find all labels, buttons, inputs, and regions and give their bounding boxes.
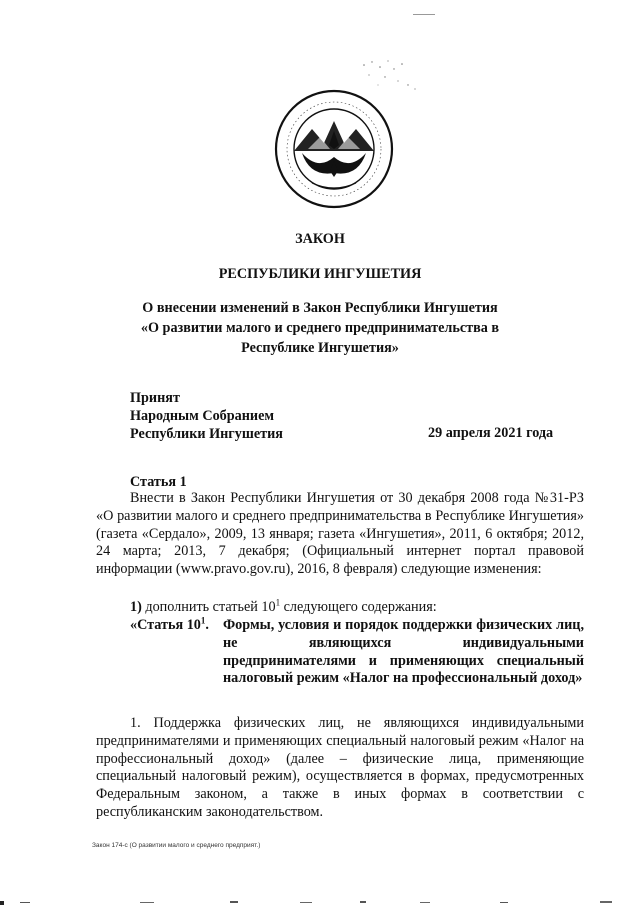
article-heading: Статья 1: [130, 474, 187, 490]
adopted-line: Республики Ингушетия: [130, 426, 283, 442]
article10-paragraph-1: 1. Поддержка физических лиц, не являющихся индивидуальными предпринимателями и применяющих специальный налоговый режим «Налог на профессиональный доход» (далее – физические лица, применяющие специальный налоговый режим), осуществляется в формах, предусмотренных Федеральным законом, а также в иных формах в соответствии с республиканским законодательством.: [96, 715, 584, 820]
scan-bottom-edge: [0, 896, 640, 905]
law-title-line: О внесении изменений в Закон Республики Ингушетия: [142, 300, 498, 316]
footer-file-note: Закон 174-с (О развитии малого и среднего предприят.): [92, 842, 261, 849]
adopted-line: Принят: [130, 390, 180, 406]
article-intro-paragraph: Внести в Закон Республики Ингушетия от 30 декабря 2008 года №31-РЗ «О развитии малого и среднего предпринимательства в Республике Ингушетия» (газета «Сердало», 2009, 13 января; газета «Ингушетия», 2011, 6 октября; 2012, 24 марта; 2013, 7 декабря; (Официальный интернет портал правовой информации (www.pravo.gov.ru), 2016, 8 февраля) следующие изменения:: [96, 490, 584, 578]
item-superscript: 1: [275, 597, 281, 608]
adoption-date: 29 апреля 2021 года: [428, 425, 554, 441]
amendment-item: [130, 599, 437, 616]
document-type: ЗАКОН: [295, 231, 345, 247]
new-article-title: Формы, условия и порядок поддержки физических лиц, не являющихся индивидуальными предпринимателями и применяющих специальный налоговый режим «Налог на профессиональный доход»: [223, 617, 584, 687]
issuing-republic: РЕСПУБЛИКИ ИНГУШЕТИЯ: [218, 266, 422, 282]
new-article-label: «Статья $10^1$.: [130, 615, 209, 633]
adopted-line: Народным Собранием: [130, 408, 275, 424]
adoption-block: [130, 389, 283, 443]
law-title: [100, 298, 540, 358]
coat-of-arms-emblem: [272, 87, 396, 211]
item-text: дополнить статьей 10: [145, 599, 276, 615]
law-title-line: «О развитии малого и среднего предпринимательства в: [140, 320, 500, 336]
scan-mark: [413, 14, 435, 15]
law-title-line: Республике Ингушетия»: [241, 340, 399, 356]
item-number: 1): [130, 599, 142, 615]
item-text-end: следующего содержания:: [283, 599, 437, 615]
